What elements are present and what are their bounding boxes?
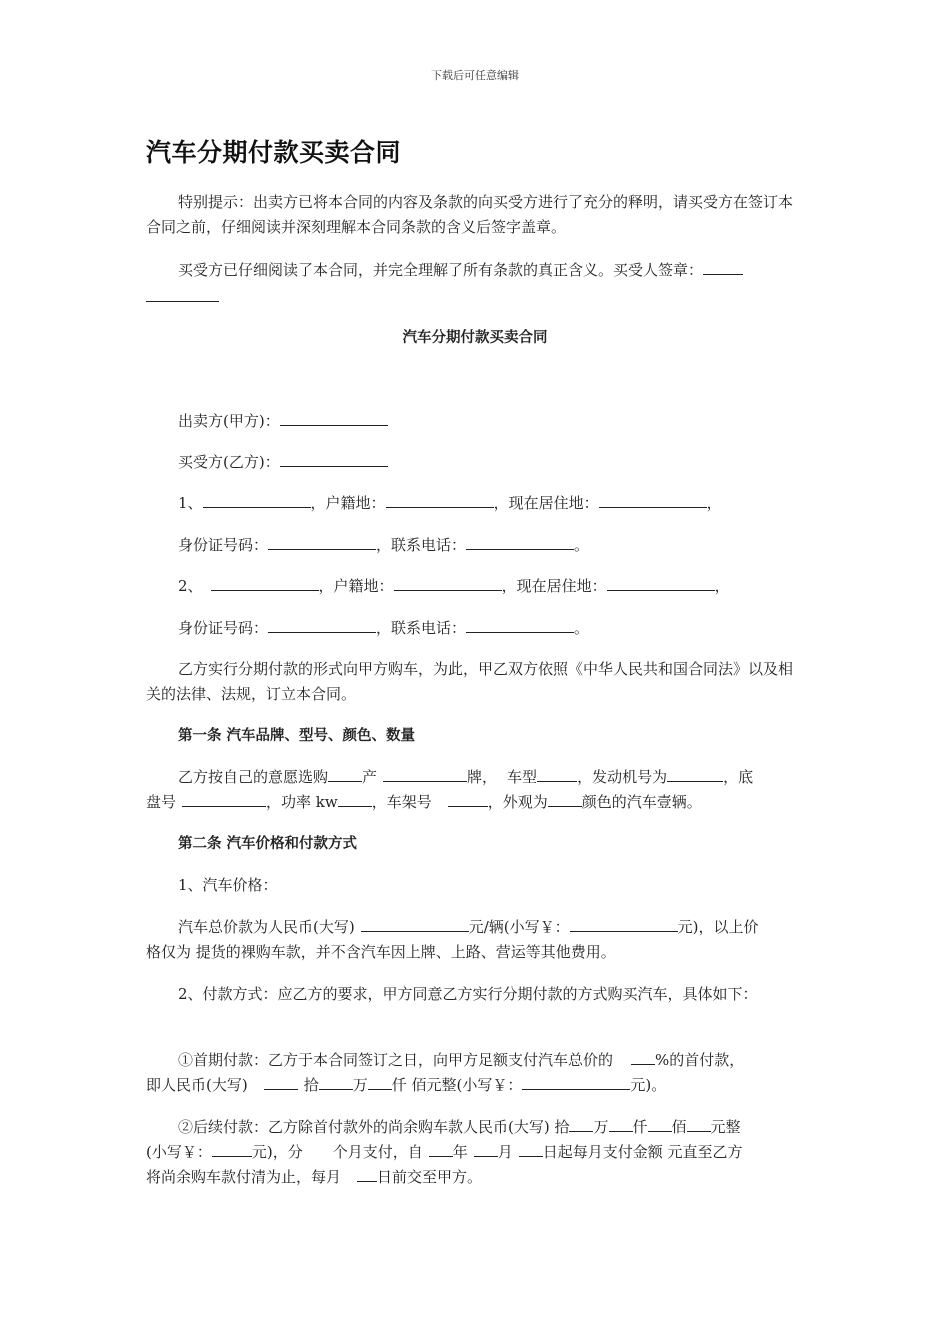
payment-method: 2、付款方式：应乙方的要求，甲方同意乙方实行分期付款的方式购买汽车，具体如下：	[178, 985, 758, 1003]
article1-text: ，车架号	[371, 793, 432, 811]
price-line2: 格仅为 提货的裸购车款，并不含汽车因上牌、上路、营运等其他费用。	[146, 943, 616, 961]
later-payment-text: (小写￥：	[146, 1143, 212, 1161]
down-payment-ten-thousand-blank[interactable]	[319, 1073, 353, 1090]
start-month-blank[interactable]	[474, 1140, 498, 1157]
engine-number-blank[interactable]	[667, 765, 723, 782]
down-payment-percent-blank[interactable]	[631, 1048, 655, 1065]
color-blank[interactable]	[548, 790, 582, 807]
comma: ，	[714, 577, 730, 595]
later-payment-line3	[146, 1165, 804, 1190]
seller-label: 出卖方(甲方)：	[178, 412, 280, 430]
model-blank[interactable]	[537, 765, 577, 782]
party1-household-blank[interactable]	[386, 491, 494, 508]
balance-hundred-thousand-blank[interactable]	[569, 1115, 593, 1132]
first-payment-line2	[146, 1073, 804, 1098]
article1-line2	[146, 790, 804, 815]
article1-text: ，底	[723, 768, 754, 786]
party1-name-blank[interactable]	[203, 491, 311, 508]
later-payment-text: 日前交至甲方。	[377, 1168, 483, 1186]
first-payment-text: 仟 佰元整(小写￥：	[391, 1076, 523, 1094]
later-payment-text: 日起每月支付金额 元直至乙方	[542, 1143, 743, 1161]
balance-hundred-blank[interactable]	[687, 1115, 711, 1132]
special-notice: 特别提示：出卖方已将本合同的内容及条款的向买受方进行了充分的释明，请买受方在签订本合同之前，仔细阅读并深刻理解本合同条款的含义后签字盖章。	[146, 193, 794, 236]
first-payment-text: ①首期付款：乙方于本合同签订之日，向甲方足额支付汽车总价的	[178, 1051, 614, 1069]
first-payment-text: %的首付款，	[655, 1051, 745, 1069]
party2-name-blank[interactable]	[211, 574, 319, 591]
party1-info-line	[178, 491, 722, 516]
id-number-label: 身份证号码：	[178, 619, 269, 637]
first-payment-text: 即人民币(大写)	[146, 1076, 248, 1094]
price-text: 元)，以上价	[677, 918, 759, 936]
household-label: ，户籍地：	[310, 494, 386, 512]
balance-lowercase-blank[interactable]	[212, 1140, 252, 1157]
acknowledgement-line	[178, 258, 743, 283]
party2-info-line	[178, 574, 730, 599]
party1-id-line	[178, 533, 589, 558]
article1-title: 第一条 汽车品牌、型号、颜色、数量	[178, 728, 416, 744]
party2-household-blank[interactable]	[394, 574, 502, 591]
article1-text: 盘号	[146, 793, 177, 811]
buyer-line	[178, 450, 388, 475]
party2-id-blank[interactable]	[268, 616, 376, 633]
article1-text: ，外观为	[487, 793, 548, 811]
seller-line	[178, 409, 388, 434]
start-year-blank[interactable]	[429, 1140, 453, 1157]
party2-id-line	[178, 616, 589, 641]
residence-label: ，现在居住地：	[501, 577, 607, 595]
balance-ten-thousand-blank[interactable]	[609, 1115, 633, 1132]
later-payment-text: 仟	[632, 1118, 648, 1136]
comma: ，	[706, 494, 722, 512]
later-payment-text: 将尚余购车款付清为止，每月	[146, 1168, 342, 1186]
later-payment-text: 元整	[710, 1118, 741, 1136]
later-payment-text: 万	[593, 1118, 609, 1136]
later-payment-line1	[178, 1115, 741, 1140]
price-line1	[178, 915, 759, 940]
article1-text: ，功率 kw	[266, 793, 338, 811]
buyer-signature-blank-continued[interactable]	[146, 301, 219, 302]
article1-text: 车型	[507, 768, 538, 786]
article1-text: 乙方按自己的意愿选购	[178, 768, 329, 786]
later-payment-text: 月	[497, 1143, 513, 1161]
price-text: 元/辆(小写￥：	[468, 918, 570, 936]
start-day-blank[interactable]	[519, 1140, 543, 1157]
price-heading: 1、汽车价格：	[178, 876, 278, 894]
party2-phone-blank[interactable]	[466, 616, 574, 633]
period: 。	[574, 536, 590, 554]
period: 。	[574, 619, 590, 637]
price-uppercase-blank[interactable]	[361, 915, 469, 932]
power-blank[interactable]	[338, 790, 372, 807]
monthly-due-day-blank[interactable]	[357, 1165, 377, 1182]
down-payment-lowercase-blank[interactable]	[522, 1073, 630, 1090]
contract-subtitle: 汽车分期付款买卖合同	[402, 330, 548, 346]
origin-blank[interactable]	[328, 765, 362, 782]
later-payment-text: 佰	[671, 1118, 687, 1136]
later-payment-text: ②后续付款：乙方除首付款外的尚余购车款人民币(大写) 拾	[178, 1118, 570, 1136]
brand-blank[interactable]	[383, 765, 467, 782]
article1-line1	[178, 765, 753, 790]
first-payment-line1	[178, 1048, 744, 1073]
phone-label: ，联系电话：	[376, 619, 467, 637]
phone-label: ，联系电话：	[376, 536, 467, 554]
down-payment-thousand-blank[interactable]	[368, 1073, 392, 1090]
price-text: 汽车总价款为人民币(大写)	[178, 918, 355, 936]
document-title: 汽车分期付款买卖合同	[146, 138, 402, 167]
id-number-label: 身份证号码：	[178, 536, 269, 554]
frame-number-blank[interactable]	[448, 790, 488, 807]
article1-text: 产	[362, 768, 378, 786]
later-payment-text: 元)，分	[251, 1143, 303, 1161]
party1-id-blank[interactable]	[268, 533, 376, 550]
contract-intro: 乙方实行分期付款的形式向甲方购车，为此，甲乙双方依照《中华人民共和国合同法》以及相关的法律、法规，订立本合同。	[146, 660, 794, 703]
party2-number: 2、	[178, 577, 203, 595]
residence-label: ，现在居住地：	[493, 494, 599, 512]
buyer-label: 买受方(乙方)：	[178, 453, 280, 471]
article2-title: 第二条 汽车价格和付款方式	[178, 836, 358, 852]
party1-phone-blank[interactable]	[466, 533, 574, 550]
acknowledgement-text: 买受方已仔细阅读了本合同，并完全理解了所有条款的真正含义。买受人签章：	[178, 261, 704, 279]
buyer-name-blank[interactable]	[280, 450, 388, 467]
page-header: 下载后可任意编辑	[431, 69, 519, 82]
later-payment-text: 个月支付，自	[332, 1143, 423, 1161]
household-label: ，户籍地：	[318, 577, 394, 595]
seller-name-blank[interactable]	[280, 409, 388, 426]
article1-text: 牌，	[467, 768, 498, 786]
chassis-number-blank[interactable]	[182, 790, 266, 807]
balance-thousand-blank[interactable]	[648, 1115, 672, 1132]
buyer-signature-blank[interactable]	[703, 258, 743, 275]
price-lowercase-blank[interactable]	[570, 915, 678, 932]
later-payment-line2	[146, 1140, 804, 1165]
first-payment-text: 拾	[303, 1076, 319, 1094]
party1-number: 1、	[178, 494, 203, 512]
article1-text: ，发动机号为	[577, 768, 668, 786]
party1-residence-blank[interactable]	[599, 491, 707, 508]
first-payment-text: 元)。	[630, 1076, 667, 1094]
later-payment-text: 年	[452, 1143, 468, 1161]
first-payment-text: 万	[352, 1076, 368, 1094]
down-payment-hundred-thousand-blank[interactable]	[264, 1073, 298, 1090]
party2-residence-blank[interactable]	[607, 574, 715, 591]
article1-text: 颜色的汽车壹辆。	[581, 793, 702, 811]
